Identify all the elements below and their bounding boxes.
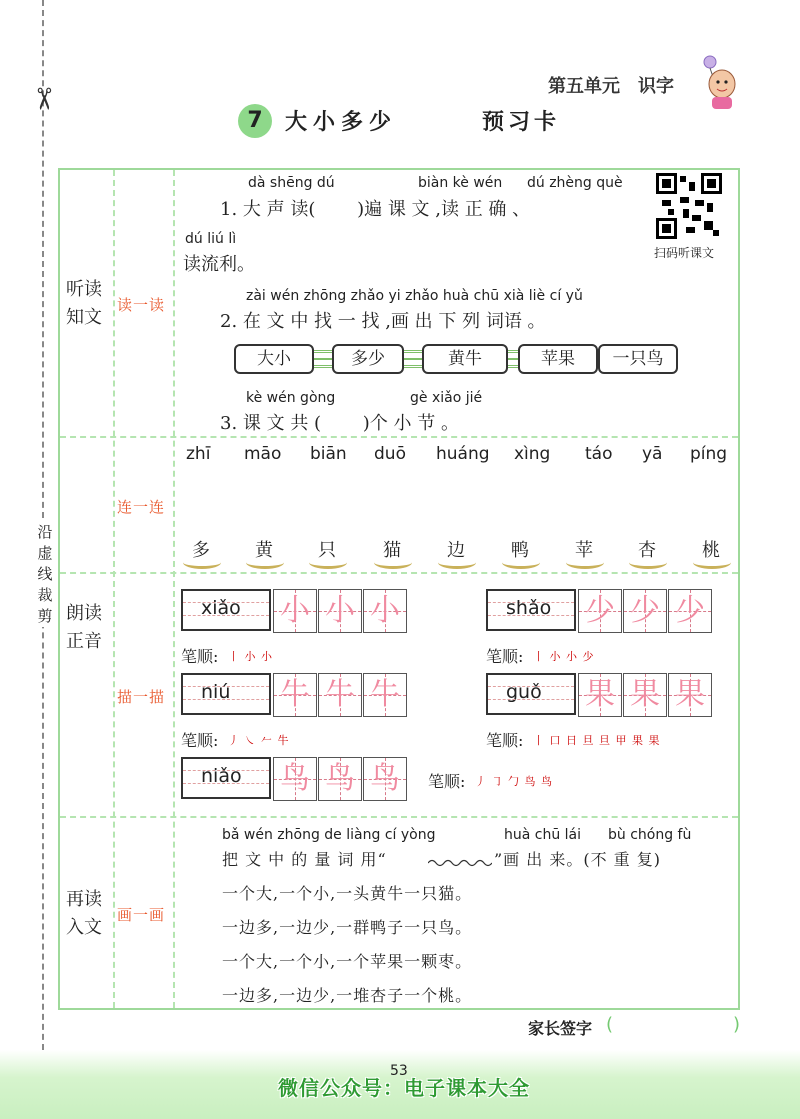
stroke-order: 丿 ㇏ 𠂉 牛 — [228, 734, 290, 747]
word-box[interactable]: 黄牛 — [422, 344, 508, 374]
pinyin-box: xiǎo — [181, 589, 271, 631]
pinyin: dú liú lì — [185, 231, 237, 247]
chain-link-icon — [314, 350, 332, 368]
mascot-icon — [700, 54, 740, 112]
sub-label-trace: 描一描 — [117, 688, 166, 706]
stroke-order-label: 笔顺: — [181, 647, 219, 666]
trace-grid[interactable]: 鸟 — [363, 757, 407, 801]
lesson-subtitle: 预习卡 — [482, 109, 561, 135]
word-box[interactable]: 苹果 — [518, 344, 598, 374]
connect-pinyin[interactable]: táo — [585, 444, 613, 464]
connect-pinyin[interactable]: xìng — [514, 444, 551, 464]
wavy-line-icon — [428, 858, 492, 868]
trace-grid[interactable]: 小 — [273, 589, 317, 633]
row-divider — [60, 436, 738, 438]
section-label-read-aloud: 朗读 正音 — [66, 603, 102, 652]
text-line[interactable]: 一边多,一边少,一群鸭子一只鸟。 — [222, 918, 473, 937]
question-1-text-cont: 读流利。 — [183, 254, 255, 275]
pinyin: bù chóng fù — [608, 827, 692, 843]
text-line[interactable]: 一个大,一个小,一个苹果一颗枣。 — [222, 952, 473, 971]
cut-label: 沿虚线裁剪 — [33, 522, 57, 627]
pinyin: biàn kè wén — [418, 175, 503, 191]
question-2-text: 2. 在 文 中 找 一 找 ,画 出 下 列 词语 。 — [220, 311, 546, 332]
stroke-order-label: 笔顺: — [486, 731, 524, 750]
leaf-decoration-icon — [309, 556, 347, 569]
qr-code-icon[interactable] — [656, 173, 722, 239]
connect-pinyin[interactable]: píng — [690, 444, 728, 464]
trace-grid[interactable]: 少 — [623, 589, 667, 633]
leaf-decoration-icon — [183, 556, 221, 569]
leaf-decoration-icon — [629, 556, 667, 569]
qr-label: 扫码听课文 — [654, 246, 715, 260]
connect-pinyin[interactable]: huáng — [436, 444, 490, 464]
stroke-order-label: 笔顺: — [486, 647, 524, 666]
word-box[interactable]: 一只鸟 — [598, 344, 678, 374]
leaf-decoration-icon — [438, 556, 476, 569]
chain-link-icon — [404, 350, 422, 368]
pinyin: dú zhèng què — [527, 175, 623, 191]
pinyin: kè wén gòng — [246, 390, 336, 406]
question-1-text: 1. 大 声 读( )遍 课 文 ,读 正 确 、 — [220, 199, 531, 220]
connect-hanzi[interactable]: 猫 — [383, 540, 401, 561]
connect-pinyin[interactable]: duō — [374, 444, 406, 464]
pinyin: gè xiǎo jié — [410, 390, 483, 406]
connect-hanzi[interactable]: 杏 — [638, 540, 656, 561]
parent-sign-label: 家长签字 — [528, 1019, 593, 1038]
connect-pinyin[interactable]: zhī — [186, 444, 211, 464]
stroke-order: 丨 小 小 少 — [533, 650, 595, 663]
sub-label-read: 读一读 — [117, 296, 166, 314]
stroke-order-label: 笔顺: — [181, 731, 219, 750]
stroke-order: 丿 ㇆ 勹 鸟 鸟 — [475, 775, 553, 788]
word-box[interactable]: 多少 — [332, 344, 404, 374]
page-number: 53 — [390, 1063, 408, 1079]
connect-hanzi[interactable]: 苹 — [575, 540, 593, 561]
connect-hanzi[interactable]: 黄 — [255, 540, 273, 561]
connect-hanzi[interactable]: 边 — [447, 540, 465, 561]
column-divider — [113, 170, 115, 1008]
trace-grid[interactable]: 少 — [668, 589, 712, 633]
trace-grid[interactable]: 牛 — [363, 673, 407, 717]
trace-grid[interactable]: 小 — [318, 589, 362, 633]
pinyin: huà chū lái — [504, 827, 582, 843]
connect-hanzi[interactable]: 只 — [318, 540, 336, 561]
pinyin: zài wén zhōng zhǎo yi zhǎo huà chū xià liè cí yǔ — [246, 288, 583, 304]
column-divider — [173, 170, 175, 1008]
instruction-cont: ”画 出 来。(不 重 复) — [494, 850, 662, 869]
row-divider — [60, 572, 738, 574]
connect-pinyin[interactable]: yā — [642, 444, 663, 464]
trace-grid[interactable]: 鸟 — [273, 757, 317, 801]
connect-hanzi[interactable]: 鸭 — [511, 540, 529, 561]
sub-label-draw: 画一画 — [117, 906, 166, 924]
trace-grid[interactable]: 果 — [578, 673, 622, 717]
trace-grid[interactable]: 小 — [363, 589, 407, 633]
connect-hanzi[interactable]: 桃 — [702, 540, 720, 561]
pinyin-box: niú — [181, 673, 271, 715]
stroke-order: 丨 小 小 — [228, 650, 273, 663]
wechat-watermark: 微信公众号：电子课本大全 — [278, 1076, 530, 1100]
pinyin-box: shǎo — [486, 589, 576, 631]
stroke-order-label: 笔顺: — [428, 772, 466, 791]
trace-grid[interactable]: 果 — [623, 673, 667, 717]
sub-label-connect: 连一连 — [117, 498, 166, 516]
pinyin-box: guǒ — [486, 673, 576, 715]
trace-grid[interactable]: 果 — [668, 673, 712, 717]
leaf-decoration-icon — [693, 556, 731, 569]
section-label-listen: 听读 知文 — [66, 279, 102, 328]
pinyin: dà shēng dú — [248, 175, 335, 191]
section-label-reread: 再读 入文 — [66, 889, 102, 938]
connect-pinyin[interactable]: māo — [244, 444, 282, 464]
connect-hanzi[interactable]: 多 — [192, 540, 210, 561]
word-box[interactable]: 大小 — [234, 344, 314, 374]
leaf-decoration-icon — [502, 556, 540, 569]
trace-grid[interactable]: 牛 — [273, 673, 317, 717]
scissors-icon: ✂ — [25, 86, 61, 112]
connect-pinyin[interactable]: biān — [310, 444, 347, 464]
instruction: 把 文 中 的 量 词 用“ — [222, 850, 387, 869]
lesson-number-badge: 7 — [238, 104, 272, 138]
row-divider — [60, 816, 738, 818]
leaf-decoration-icon — [566, 556, 604, 569]
sign-paren-left: ( — [606, 1014, 614, 1035]
text-line[interactable]: 一个大,一个小,一头黄牛一只猫。 — [222, 884, 473, 903]
trace-grid[interactable]: 牛 — [318, 673, 362, 717]
trace-grid[interactable]: 少 — [578, 589, 622, 633]
text-line[interactable]: 一边多,一边少,一堆杏子一个桃。 — [222, 986, 473, 1005]
lesson-title: 大小多少 — [285, 109, 398, 135]
trace-grid[interactable]: 鸟 — [318, 757, 362, 801]
stroke-order: 丨 口 日 旦 旦 甲 果 果 — [533, 734, 661, 747]
unit-label: 第五单元 识字 — [548, 76, 674, 97]
pinyin: bǎ wén zhōng de liàng cí yòng — [222, 827, 436, 843]
sign-paren-right: ) — [733, 1014, 741, 1035]
leaf-decoration-icon — [246, 556, 284, 569]
question-3-text: 3. 课 文 共 ( )个 小 节 。 — [220, 413, 459, 434]
pinyin-box: niǎo — [181, 757, 271, 799]
leaf-decoration-icon — [374, 556, 412, 569]
